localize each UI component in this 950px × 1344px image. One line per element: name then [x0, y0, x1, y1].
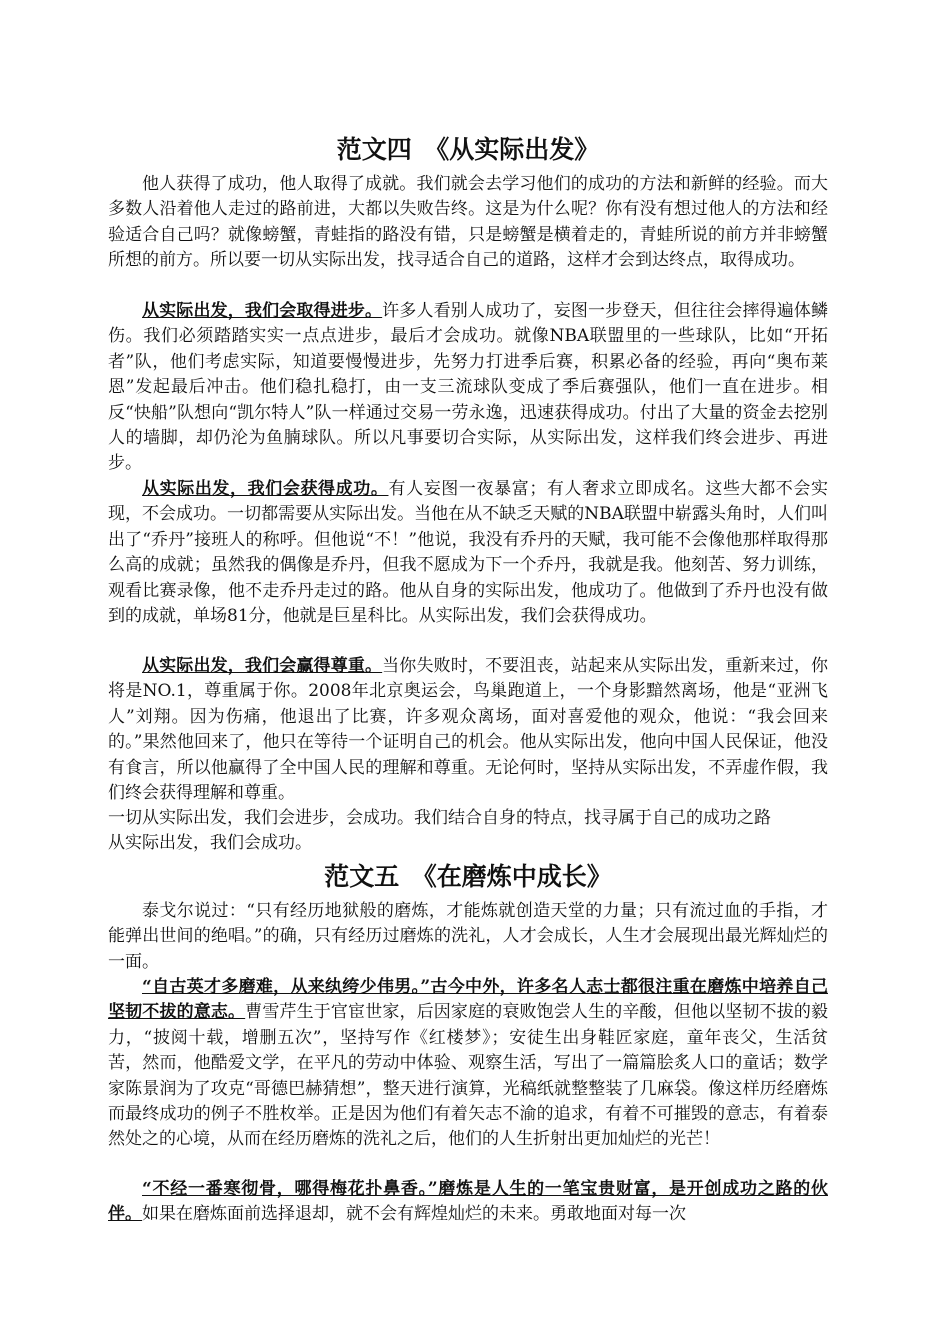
essay4-closing-line-2: 从实际出发，我们会成功。 [108, 833, 312, 853]
essay4-paragraph-1 [108, 299, 828, 477]
essay5-paragraph-1 [108, 975, 828, 1153]
essay5-paragraph-2 [108, 1177, 828, 1228]
essay4-p2-body: 有人妄图一夜暴富；有人奢求立即成名。这些大都不会实现，不会成功。一切都需要从实际出发。当他在从不缺乏天赋的NBA联盟中崭露头角时，人们叫出了“乔丹”接班人的称呼。但他说“不！”他说，我没有乔丹的天赋，我可能不会像他那样取得那么高的成就；虽然我的偶像是乔丹，但我不愿成为下一个乔丹，我就是我。他刻苦、努力训练，观看比赛录像，他不走乔丹走过的路。他从自身的实际出发，他成功了。他做到了乔丹也没有做到的成就，单场81分，他就是巨星科比。从实际出发，我们会获得成功。 [108, 479, 829, 627]
essay4-paragraph-2 [108, 477, 828, 629]
essay5-intro-paragraph: 泰戈尔说过：“只有经历地狱般的磨炼，才能炼就创造天堂的力量；只有流过血的手指，才能弹出世间的绝唱。”的确，只有经历过磨炼的洗礼，人才会成长，人生才会展现出最光辉灿烂的一面。 [108, 901, 828, 972]
essay4-p3-heading: 从实际出发，我们会赢得尊重。 [142, 656, 383, 676]
essay4-closing-line-1: 一切从实际出发，我们会进步，会成功。我们结合自身的特点，找寻属于自己的成功之路 [108, 808, 771, 828]
essay4-intro-paragraph: 他人获得了成功，他人取得了成就。我们就会去学习他们的成功的方法和新鲜的经验。而大多数人沿着他人走过的路前进，大都以失败告终。这是为什么呢？你有没有想过他人的方法和经验适合自己吗？就像螃蟹，青蛙指的路没有错，只是螃蟹是横着走的，青蛙所说的前方并非螃蟹所想的前方。所以要一切从实际出发，找寻适合自己的道路，这样才会到达终点，取得成功。 [108, 174, 828, 271]
essay5-p1-heading: “自古英才多磨难，从来纨绔少伟男。”古今中外，许多名人志士都很注重在磨炼中培养自己坚韧不拔的意志。 [108, 977, 828, 1023]
essay4-p3-body: 当你失败时，不要沮丧，站起来从实际出发，重新来过，你将是NO.1，尊重属于你。2008年北京奥运会，鸟巢跑道上，一个身影黯然离场，他是“亚洲飞人”刘翔。因为伤痛，他退出了比赛，许多观众离场，面对喜爱他的观众，他说：“我会回来的。”果然他回来了，他只在等待一个证明自己的机会。他从实际出发，他向中国人民保证，他没有食言，所以他赢得了全中国人民的理解和尊重。无论何时，坚持从实际出发，不弄虚作假，我们终会获得理解和尊重。 [108, 656, 829, 804]
essay4-title: 范文四 《从实际出发》 [336, 135, 600, 164]
essay5-p2-body: 如果在磨炼面前选择退却，就不会有辉煌灿烂的未来。勇敢地面对每一次 [142, 1204, 686, 1225]
essay4-p2-heading: 从实际出发，我们会获得成功。 [142, 479, 389, 499]
essay4-p1-body: 许多人看别人成功了，妄图一步登天，但往往会摔得遍体鳞伤。我们必须踏踏实实一点点进步，最后才会成功。就像NBA联盟里的一些球队，比如“开拓者”队，他们考虑实际，知道要慢慢进步，先努力打进季后赛，积累必备的经验，再向“奥布莱恩”发起最后冲击。他们稳扎稳打，由一支三流球队变成了季后赛强队，他们一直在进步。相反“快船”队想向“凯尔特人”队一样通过交易一劳永逸，迅速获得成功。付出了大量的资金去挖别人的墙脚，却仍沦为鱼腩球队。所以凡事要切合实际，从实际出发，这样我们终会进步、再进步。 [108, 301, 829, 474]
essay5-p2-heading: “不经一番寒彻骨，哪得梅花扑鼻香。”磨炼是人生的一笔宝贵财富，是开创成功之路的伙伴。 [108, 1179, 828, 1225]
essay5-title: 范文五 《在磨炼中成长》 [324, 862, 612, 891]
essay4-paragraph-3 [108, 654, 828, 806]
essay4-p1-heading: 从实际出发，我们会取得进步。 [142, 301, 383, 321]
essay5-p1-body: 曹雪芹生于官宦世家，后因家庭的衰败饱尝人生的辛酸，但他以坚韧不拔的毅力，“披阅十载，增删五次”，坚持写作《红楼梦》；安徒生出身鞋匠家庭，童年丧父，生活贫苦，然而，他酷爱文学，在平凡的劳动中体验、观察生活，写出了一篇篇脍炙人口的童话；数学家陈景润为了攻克“哥德巴赫猜想”，整天进行演算，光稿纸就整整装了几麻袋。像这样历经磨炼而最终成功的例子不胜枚举。正是因为他们有着矢志不渝的追求，有着不可摧毁的意志，有着泰然处之的心境，从而在经历磨炼的洗礼之后，他们的人生折射出更加灿烂的光芒！ [108, 1002, 828, 1150]
